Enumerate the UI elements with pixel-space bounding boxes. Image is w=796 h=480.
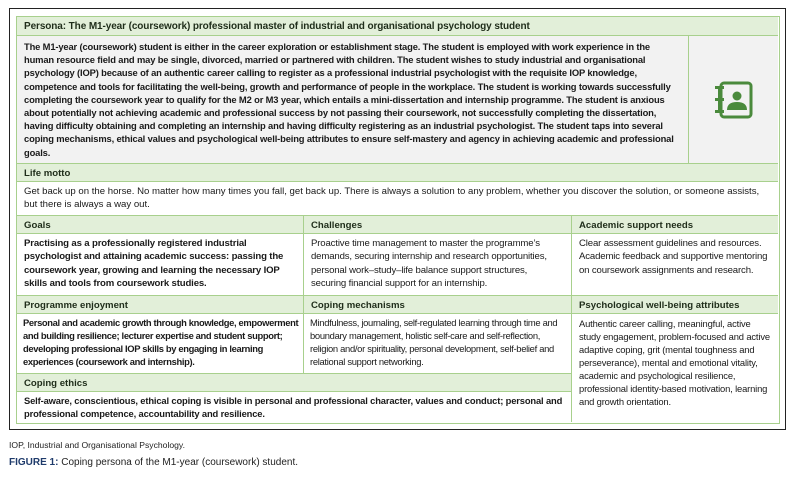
figure-caption: [9, 457, 298, 468]
life-motto-label: Life motto: [17, 163, 778, 181]
wellbeing-label: Psychological well-being attributes: [571, 295, 778, 313]
footnote: IOP, Industrial and Organisational Psychology.: [9, 440, 185, 450]
persona-title: Persona: The M1-year (coursework) professional master of industrial and organisational psychology student: [17, 17, 778, 35]
persona-description: The M1-year (coursework) student is either in the career exploration or establishment stage. The student is employed with work experience in the human resource field and may be single, divorced, married or partnered with children. The student wishes to study industrial and organisational psychology (IOP) because of an authentic career calling to register as a professional industrial psychologist with the requisite IOP knowledge, competence and tools for facilitating the well-being, growth and performance of people in the workplace. The student is working towards successfully completing the coursework year to qualify for the M2 or M3 year, which entails a mini-dissertation and internship programme. The student is anxious about potentially not achieving academic and professional success by not passing their coursework, not successfully completing the dissertation, having difficulty obtaining and completing an internship and having difficulty registering as an industrial psychologist. The student taps into several coping mechanisms, ethical values and psychological well-being attributes to ensure self-mastery and agency in achieving academic and professional goals.: [17, 35, 688, 163]
figure-label: FIGURE 1:: [9, 457, 59, 468]
goals-text: Practising as a professionally registered industrial psychologist and attaining academic success: passing the coursework year, growing and learning the necessary IOP skills and tools from coursework studies.: [17, 233, 303, 295]
academic-support-label: Academic support needs: [571, 215, 778, 233]
figure-caption-text: Coping persona of the M1-year (coursework) student.: [61, 457, 299, 468]
academic-support-text: Clear assessment guidelines and resources. Academic feedback and supportive mentoring on coursework assignments and research.: [571, 233, 778, 295]
goals-label: Goals: [17, 215, 303, 233]
coping-ethics-text: Self-aware, conscientious, ethical coping is visible in personal and professional character, values and conduct; personal and professional competence, accountability and resilience.: [17, 391, 571, 422]
contact-book-person-icon: [714, 80, 754, 120]
persona-icon-cell: [688, 35, 778, 163]
programme-enjoyment-text: Personal and academic growth through knowledge, empowerment and building resilience; lecturer expertise and student support; developing professional IOP skills by engaging in learning experiences (coursework and internship).: [17, 313, 303, 373]
coping-ethics-label: Coping ethics: [17, 373, 571, 391]
challenges-label: Challenges: [303, 215, 571, 233]
wellbeing-text: Authentic career calling, meaningful, active study engagement, problem-focused and active adaptive coping, grit (mental toughness and perseverance), mental and emotional vitality, academic and psychological resilience, professional identity-based motivation, learning and growth orientation.: [571, 313, 778, 422]
programme-enjoyment-label: Programme enjoyment: [17, 295, 303, 313]
challenges-text: Proactive time management to master the programme’s demands, securing internship and research opportunities, personal work–study–life balance support structures, securing financial support for an internship.: [303, 233, 571, 295]
life-motto-text: Get back up on the horse. No matter how many times you fall, get back up. There is always a solution to any problem, whether you discover the solution, or someone assists, but there is always a way out.: [17, 181, 778, 215]
coping-mechanisms-text: Mindfulness, journaling, self-regulated learning through time and boundary management, holistic self-care and self-reflection, religion and/or spirituality, personal development, self-belief and relational support networking.: [303, 313, 571, 373]
coping-mechanisms-label: Coping mechanisms: [303, 295, 571, 313]
persona-table: [16, 16, 780, 424]
